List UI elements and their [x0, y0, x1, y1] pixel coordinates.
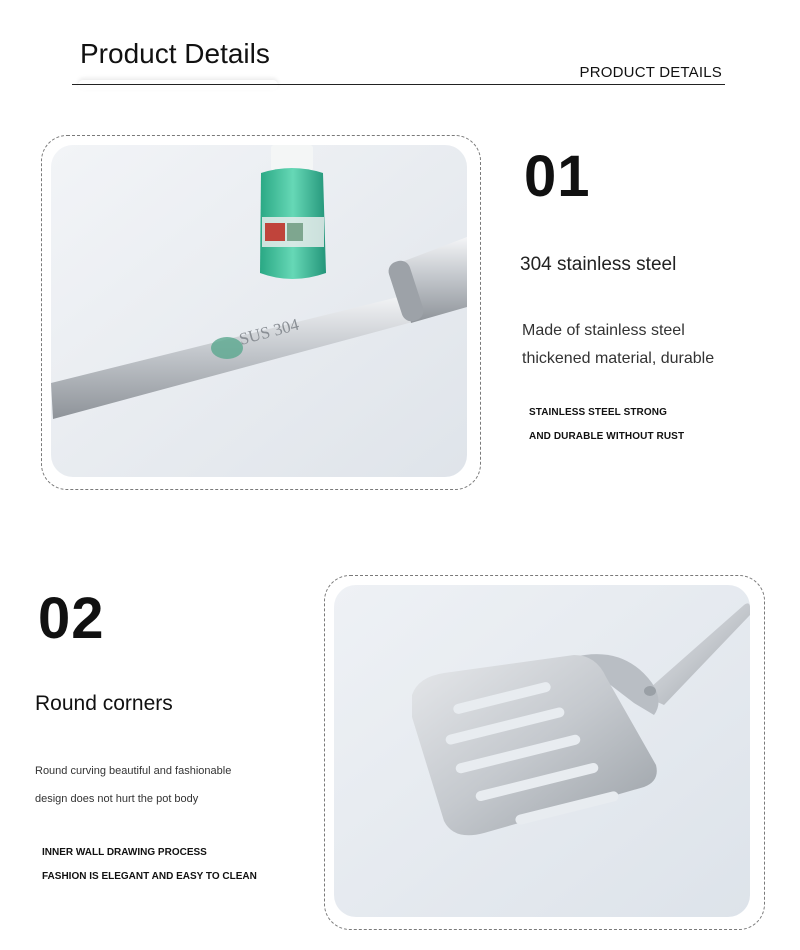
- header-divider: [72, 84, 725, 85]
- section-heading-01: 304 stainless steel: [520, 254, 677, 275]
- section-desc-01-line1: Made of stainless steel: [522, 322, 685, 339]
- section-heading-02: Round corners: [35, 692, 173, 715]
- section-desc-01-line2: thickened material, durable: [522, 350, 715, 367]
- title-underlay: [78, 80, 278, 90]
- page-title: Product Details: [80, 38, 270, 69]
- section-caption-01-line1: STAINLESS STEEL STRONG: [529, 407, 667, 418]
- svg-text:SUS 304: SUS 304: [237, 314, 301, 349]
- spatula-photo: [334, 585, 750, 917]
- section-desc-02-line1: Round curving beautiful and fashionable: [35, 765, 232, 777]
- section-desc-02-line2: design does not hurt the pot body: [35, 793, 199, 805]
- section-caption-01-line2: AND DURABLE WITHOUT RUST: [529, 431, 685, 442]
- slotted-spatula-image: [334, 585, 750, 917]
- page-subtitle: PRODUCT DETAILS: [579, 64, 722, 81]
- steel-handle-photo: [51, 145, 467, 477]
- section-caption-02-line2: FASHION IS ELEGANT AND EASY TO CLEAN: [42, 871, 257, 882]
- section-number-01: 01: [524, 144, 591, 209]
- stainless-steel-handle-image: [51, 145, 467, 477]
- section-caption-02-line1: INNER WALL DRAWING PROCESS: [42, 847, 207, 858]
- section-number-02: 02: [38, 586, 105, 651]
